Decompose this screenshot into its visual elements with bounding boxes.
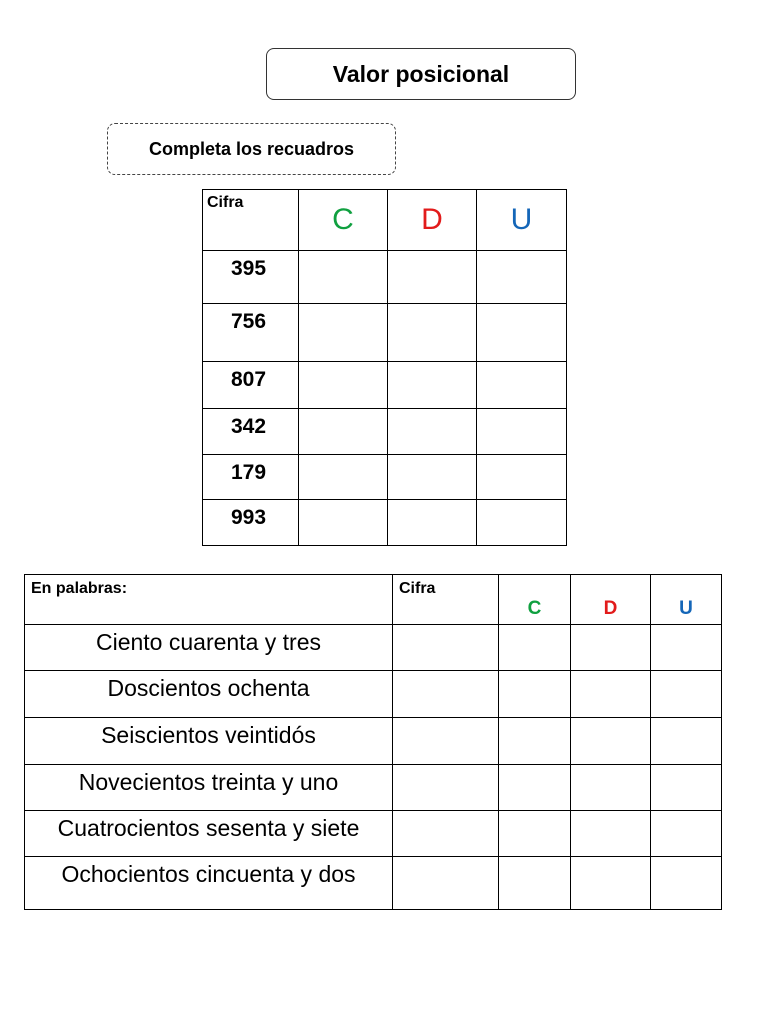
answer-cell-d[interactable]: [388, 304, 477, 362]
answer-cell-cifra[interactable]: [393, 857, 499, 910]
answer-cell-d[interactable]: [388, 251, 477, 304]
answer-cell-cifra[interactable]: [393, 671, 499, 718]
header-centenas: C: [499, 575, 571, 625]
words-cell: Seiscientos veintidós: [25, 718, 393, 765]
answer-cell-d[interactable]: [571, 718, 651, 765]
answer-cell-u[interactable]: [651, 857, 722, 910]
header-cifra: Cifra: [203, 190, 299, 251]
number-cell: 807: [203, 362, 299, 409]
table-row: [203, 304, 567, 362]
answer-cell-cifra[interactable]: [393, 811, 499, 857]
table-row: [25, 625, 722, 671]
answer-cell-c[interactable]: [499, 765, 571, 811]
number-cell: 179: [203, 455, 299, 500]
table-row: [203, 500, 567, 546]
answer-cell-c[interactable]: [299, 251, 388, 304]
answer-cell-c[interactable]: [499, 671, 571, 718]
words-cell: Doscientos ochenta: [25, 671, 393, 718]
answer-cell-d[interactable]: [388, 500, 477, 546]
number-cell: 342: [203, 409, 299, 455]
table-row: [203, 251, 567, 304]
answer-cell-cifra[interactable]: [393, 625, 499, 671]
answer-cell-c[interactable]: [299, 500, 388, 546]
answer-cell-u[interactable]: [651, 765, 722, 811]
table-row: [203, 455, 567, 500]
answer-cell-u[interactable]: [477, 251, 567, 304]
answer-cell-cifra[interactable]: [393, 718, 499, 765]
number-cell: 756: [203, 304, 299, 362]
table-row: [203, 409, 567, 455]
answer-cell-d[interactable]: [571, 671, 651, 718]
answer-cell-c[interactable]: [299, 362, 388, 409]
place-value-table: [202, 189, 567, 546]
answer-cell-d[interactable]: [388, 455, 477, 500]
words-cell: Novecientos treinta y uno: [25, 765, 393, 811]
answer-cell-u[interactable]: [477, 362, 567, 409]
answer-cell-c[interactable]: [299, 304, 388, 362]
table-header-row: [25, 575, 722, 625]
table-row: [25, 811, 722, 857]
table-row: [25, 718, 722, 765]
answer-cell-d[interactable]: [571, 857, 651, 910]
table-row: [25, 671, 722, 718]
answer-cell-u[interactable]: [651, 671, 722, 718]
answer-cell-c[interactable]: [499, 857, 571, 910]
header-words: En palabras:: [25, 575, 393, 625]
words-cell: Cuatrocientos sesenta y siete: [25, 811, 393, 857]
words-cell: Ochocientos cincuenta y dos: [25, 857, 393, 910]
answer-cell-c[interactable]: [499, 625, 571, 671]
number-cell: 993: [203, 500, 299, 546]
header-centenas: C: [299, 190, 388, 251]
answer-cell-u[interactable]: [477, 409, 567, 455]
table-row: [203, 362, 567, 409]
answer-cell-cifra[interactable]: [393, 765, 499, 811]
answer-cell-c[interactable]: [299, 455, 388, 500]
page-title: Valor posicional: [266, 48, 576, 100]
answer-cell-u[interactable]: [477, 500, 567, 546]
header-cifra: Cifra: [393, 575, 499, 625]
table-header-row: [203, 190, 567, 251]
instruction-label: Completa los recuadros: [107, 123, 396, 175]
words-cell: Ciento cuarenta y tres: [25, 625, 393, 671]
number-cell: 395: [203, 251, 299, 304]
header-decenas: D: [388, 190, 477, 251]
answer-cell-c[interactable]: [499, 718, 571, 765]
answer-cell-u[interactable]: [651, 625, 722, 671]
header-unidades: U: [477, 190, 567, 251]
table-row: [25, 765, 722, 811]
answer-cell-u[interactable]: [651, 718, 722, 765]
answer-cell-u[interactable]: [477, 455, 567, 500]
words-table: [24, 574, 722, 910]
answer-cell-d[interactable]: [571, 811, 651, 857]
header-unidades: U: [651, 575, 722, 625]
table-row: [25, 857, 722, 910]
answer-cell-d[interactable]: [388, 409, 477, 455]
answer-cell-d[interactable]: [571, 765, 651, 811]
answer-cell-c[interactable]: [299, 409, 388, 455]
answer-cell-u[interactable]: [651, 811, 722, 857]
answer-cell-u[interactable]: [477, 304, 567, 362]
answer-cell-c[interactable]: [499, 811, 571, 857]
answer-cell-d[interactable]: [388, 362, 477, 409]
answer-cell-d[interactable]: [571, 625, 651, 671]
header-decenas: D: [571, 575, 651, 625]
